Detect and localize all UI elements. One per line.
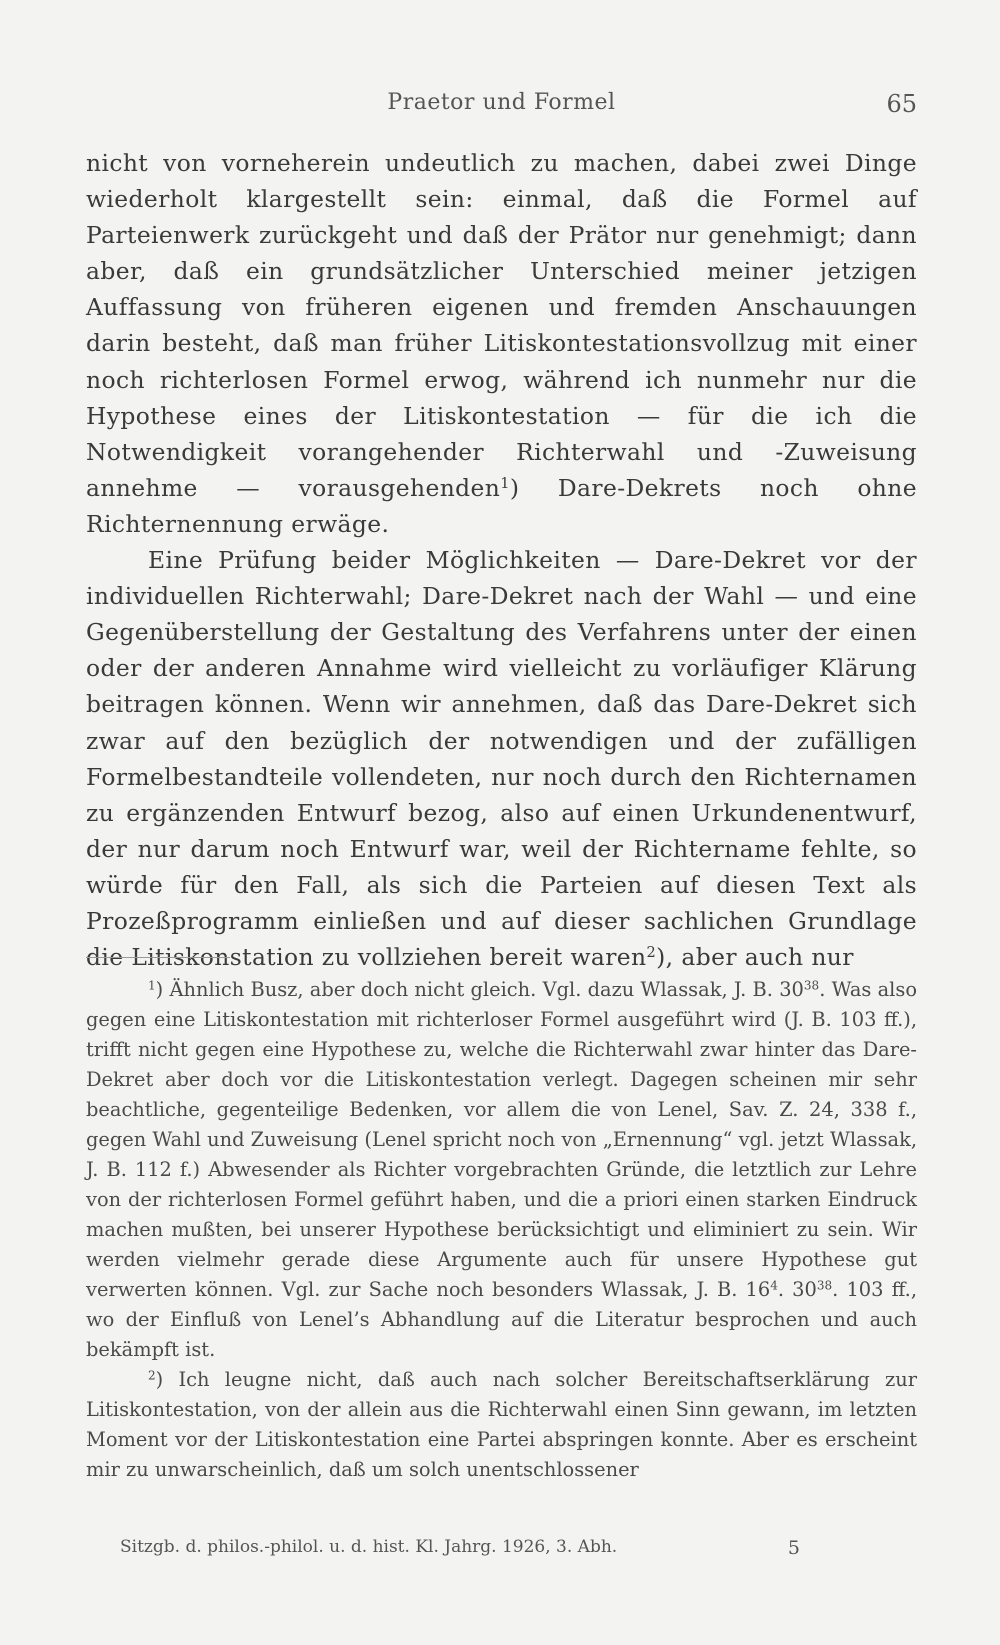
footnote-1-text-a: ) Ähnlich Busz, aber doch nicht gleich. Vgl. dazu Wlassak, J. B. 30 [155,978,804,1001]
footnote-1-text-c: . 30 [777,1278,817,1301]
footnote-ref-2: 2 [646,945,657,962]
running-title: Praetor und Formel [387,90,616,115]
paragraph-2-end: ), aber auch nur [656,943,854,972]
footnote-1-text-b: . Was also gegen eine Litiskontestation mit richterloser Formel ausgeführt wird (J. B. 103 ff.), trifft nicht gegen eine Hypothese zu, welche die Richterwahl zwar hinter das Dare-Dekret aber doch vor die Litiskontestation verlegt. Dagegen scheinen mir sehr beachtliche, gegenteilige Bedenken, vor allem die von Lenel, Sav. Z. 24, 338 f., gegen Wahl und Zuweisung (Lenel spricht noch von „Ernennung“ vgl. jetzt Wlassak, J. B. 112 f.) Abwesender als Richter vorgebrachten Gründe, die letztlich zur Lehre von der richterlosen Formel geführt haben, und die a priori einen starken Eindruck machen mußten, bei unserer Hypothese berücksichtigt und eliminiert zu sein. Wir werden vielmehr gerade diese Argumente auch für unsere Hypothese gut verwerten können. Vgl. zur Sache noch besonders Wlassak, J. B. 16 [86,978,918,1301]
footnote-1-sup-a: 38 [803,978,820,993]
paragraph-1-text: nicht von vorneherein undeutlich zu machen, dabei zwei Dinge wiederholt klargestellt sein: einmal, daß die Formel auf Parteienwerk zurückgeht und daß der Prätor nur genehmigt; dann aber, daß ein grundsätzlicher Unterschied meiner jetzigen Auffassung von früheren eigenen und fremden Anschauungen darin besteht, daß man früher Litiskontestationsvollzug mit einer noch richterlosen Formel erwog, während ich nunmehr nur die Hypothese eines der Litiskontestation — für die ich die Notwendigkeit vorangehender Richterwahl und -Zuweisung annehme — vorausgehenden [86,149,917,502]
footnote-1-sup-c: 38 [816,1278,833,1293]
paragraph-1-end: ) Dare-Dekrets noch ohne Richternennung erwäge. [86,473,917,538]
footnote-1 [86,975,917,1365]
footnote-1-mark: 1 [148,978,156,993]
footnote-divider [86,957,230,958]
signature-mark: 5 [787,1537,800,1559]
footnote-ref-1: 1 [500,475,510,492]
footnotes [86,975,917,1485]
page-number: 65 [886,90,917,118]
footnote-2-text: ) Ich leugne nicht, daß auch nach solcher Bereitschaftserklärung zur Litiskontestation, von der allein aus die Richterwahl einen Sinn gewann, im letzten Moment vor der Litiskontestation eine Partei abspringen konnte. Aber es erscheint mir zu unwarscheinlich, daß um solch unentschlossener [86,1368,917,1481]
footnote-1-sup-b: 4 [770,1278,778,1293]
running-header [86,84,917,124]
footer-citation: Sitzgb. d. philos.-philol. u. d. hist. Kl. Jahrg. 1926, 3. Abh. [120,1537,618,1557]
paragraph-2-text: Eine Prüfung beider Möglichkeiten — Dare-Dekret vor der individuellen Richterwahl; Dare-Dekret nach der Wahl — und eine Gegenüberstellung der Gestaltung des Verfahrens unter der einen oder der anderen Annahme wird vielleicht zu vorläufiger Klärung beitragen können. Wenn wir annehmen, daß das Dare-Dekret sich zwar auf den bezüglich der notwendigen und der zufälligen Formelbestandteile vollendeten, nur noch durch den Richternamen zu ergänzenden Entwurf bezog, also auf einen Urkundenentwurf, der nur darum noch Entwurf war, weil der Richtername fehlte, so würde für den Fall, als sich die Parteien auf diesen Text als Prozeßprogramm einließen und auf dieser sachlichen Grundlage die Litiskonstation zu vollziehen bereit waren [86,546,917,972]
page-footer [120,1537,800,1557]
footnote-1-text-d: . 103 ff., wo der Einfluß von Lenel’s Abhandlung auf die Literatur besprochen und auch bekämpft ist. [86,1278,917,1361]
paragraph-1 [86,145,917,542]
paragraph-2 [86,542,917,975]
footnote-2-mark: 2 [148,1368,156,1383]
footnote-2 [86,1365,917,1485]
main-text [86,145,917,975]
